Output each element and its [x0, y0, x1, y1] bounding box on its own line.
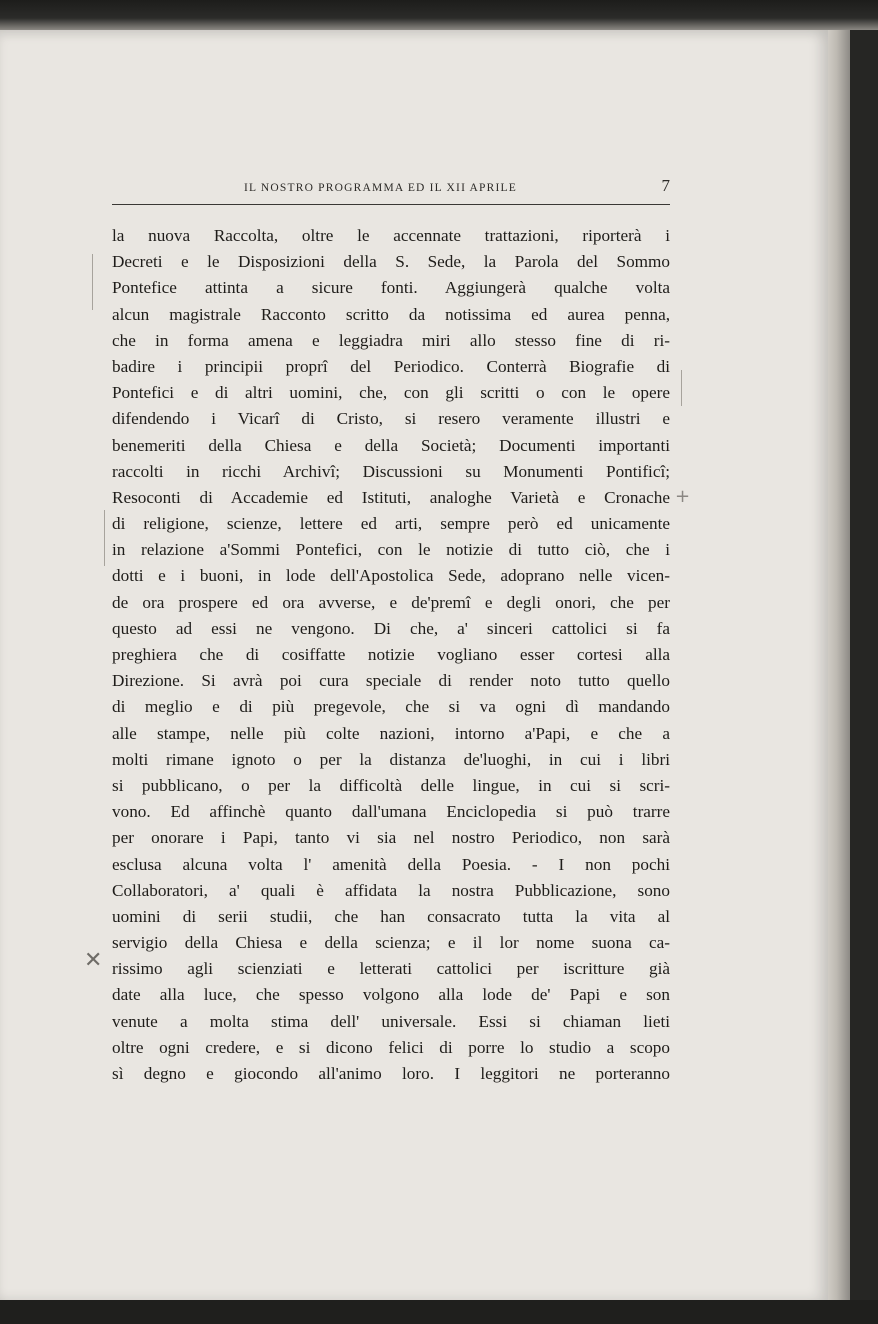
text-line: preghiera che di cosiffatte notizie vogliano esser cortesi alla: [112, 645, 670, 664]
text-line: Decreti e le Disposizioni della S. Sede, la Parola del Sommo: [112, 252, 670, 272]
text-line: servigio della Chiesa e della scienza; e il lor nome suona ca-: [112, 933, 670, 953]
text-line: alle stampe, nelle più colte nazioni, intorno a'Papi, e che a: [112, 723, 670, 743]
text-line: esclusa alcuna volta l' amenità della Poesia. - I non pochi: [112, 854, 670, 874]
text-line: che in forma amena e leggiadra miri allo stesso fine di ri-: [112, 330, 670, 350]
body-text: [112, 223, 670, 1087]
text-line: si pubblicano, o per la difficoltà delle lingue, in cui si scri-: [112, 775, 670, 795]
text-line: difendendo i Vicarî di Cristo, si resero veramente illustri e: [112, 409, 670, 429]
text-line: raccolti in ricchi Archivî; Discussioni su Monumenti Pontificî;: [112, 461, 670, 481]
margin-plus-mark-icon: +: [675, 486, 691, 507]
text-line: sì degno e giocondo all'animo loro. I leggitori ne porteranno: [112, 1064, 670, 1083]
running-head: IL NOSTRO PROGRAMMA ED IL XII APRILE: [244, 182, 517, 194]
scan-bottom-border: [0, 1300, 878, 1324]
margin-pencil-stroke: [681, 370, 682, 406]
text-line: la nuova Raccolta, oltre le accennate trattazioni, riporterà i: [112, 226, 670, 245]
text-line: benemeriti della Chiesa e della Società; Documenti importanti: [112, 435, 670, 455]
text-line: Direzione. Si avrà poi cura speciale di render noto tutto quello: [112, 671, 670, 691]
scan-top-border: [0, 0, 878, 30]
text-line: molti rimane ignoto o per la distanza de'luoghi, in cui i libri: [112, 749, 670, 769]
text-line: per onorare i Papi, tanto vi sia nel nostro Periodico, non sarà: [112, 828, 670, 848]
text-line: Pontefice attinta a sicure fonti. Aggiungerà qualche volta: [112, 278, 670, 298]
text-line: badire i principii proprî del Periodico. Conterrà Biografie di: [112, 356, 670, 376]
text-line: date alla luce, che spesso volgono alla lode de' Papi e son: [112, 985, 670, 1005]
text-line: venute a molta stima dell' universale. Essi si chiaman lieti: [112, 1011, 670, 1031]
text-line: uomini di serii studii, che han consacrato tutta la vita al: [112, 906, 670, 926]
text-line: in relazione a'Sommi Pontefici, con le notizie di tutto ciò, che i: [112, 540, 670, 560]
text-line: Pontefici e di altri uomini, che, con gli scritti o con le opere: [112, 383, 670, 403]
text-line: di meglio e di più pregevole, che si va ogni dì mandando: [112, 697, 670, 717]
text-line: questo ad essi ne vengono. Di che, a' sinceri cattolici si fa: [112, 618, 670, 638]
margin-pencil-stroke: [92, 254, 93, 310]
text-line: vono. Ed affinchè quanto dall'umana Enciclopedia si può trarre: [112, 802, 670, 822]
margin-cross-mark-icon: ✕: [84, 948, 103, 973]
text-line: Collaboratori, a' quali è affidata la nostra Pubblicazione, sono: [112, 880, 670, 900]
text-line: di religione, scienze, lettere ed arti, sempre però ed unicamente: [112, 514, 670, 534]
text-line: oltre ogni credere, e si dicono felici di porre lo studio a scopo: [112, 1037, 670, 1057]
text-line: alcun magistrale Racconto scritto da notissima ed aurea penna,: [112, 304, 670, 324]
text-line: Resoconti di Accademie ed Istituti, analoghe Varietà e Cronache: [112, 487, 670, 507]
book-page: [0, 30, 828, 1300]
text-line: de ora prospere ed ora avverse, e de'premî e degli onori, che per: [112, 592, 670, 612]
page-header: [112, 178, 670, 205]
text-line: rissimo agli scienziati e letterati cattolici per iscritture già: [112, 959, 670, 979]
text-line: dotti e i buoni, in lode dell'Apostolica Sede, adoprano nelle vicen-: [112, 566, 670, 586]
page-number: 7: [661, 176, 670, 195]
page-right-edge: [828, 30, 850, 1300]
margin-pencil-stroke: [104, 510, 105, 566]
